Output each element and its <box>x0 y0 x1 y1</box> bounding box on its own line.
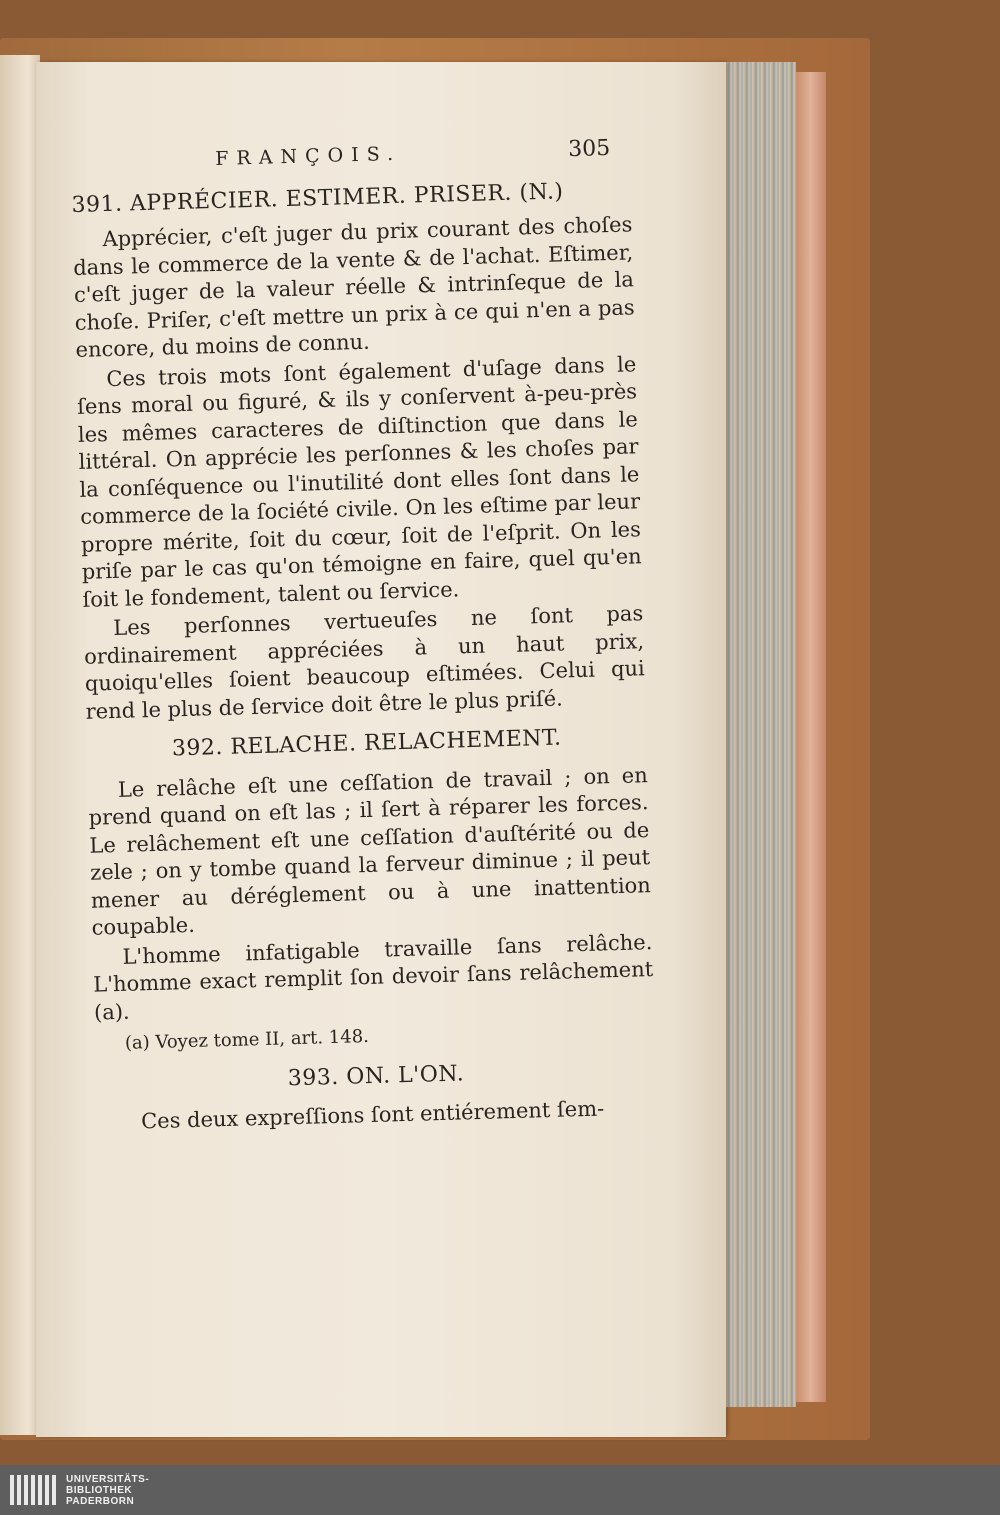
entry-393-heading: 393. ON. L'ON. <box>287 1060 465 1091</box>
library-name-line-1: UNIVERSITÄTS- <box>66 1473 150 1485</box>
page-text <box>70 134 657 1137</box>
entry-393-first-line: Ces deux expreſſions ſont entiérement ſem- <box>140 1096 605 1134</box>
entry-392-paragraph-2: L'homme infatigable travaille ſans relâche. L'homme exact remplit ſon devoir ſans relâchement (a). <box>92 929 654 1025</box>
library-name <box>66 1474 149 1507</box>
entry-392-paragraph-1: Le relâche eſt une ceſſation de travail ; on en prend quand on eſt las ; il ſert à réparer les forces. Le relâchement eſt une ceſſation d'auſtérité ou de zele ; on y tombe quand la ferveur diminue ; il peut mener au déréglement ou à une inattention coupable. <box>88 762 652 940</box>
entry-391-paragraph-3: Les perſonnes vertueuſes ne ſont pas ordinairement appréciées à un haut prix, quoiqu'elles ſoient beaucoup eſtimées. Celui qui rend le plus de ſervice doit être le plus priſé. <box>83 601 646 724</box>
page-block-edges-outer <box>796 72 826 1402</box>
library-name-line-2: BIBLIOTHEK <box>66 1484 133 1496</box>
library-logo-icon <box>10 1475 56 1505</box>
page-block-edges <box>726 62 796 1407</box>
footnote: (a) Voyez tome II, art. 148. <box>124 1026 370 1054</box>
running-head-title: FRANÇOIS. <box>214 142 402 170</box>
page-number: 305 <box>567 135 611 163</box>
library-name-line-3: PADERBORN <box>66 1495 135 1507</box>
library-footer <box>0 1465 1000 1515</box>
entry-392-heading: 392. RELACHE. RELACHEMENT. <box>171 725 562 762</box>
entry-391-paragraph-2: Ces trois mots ſont également d'uſage dans le ſens moral ou figuré, & ils y conſervent à-peu-près les mêmes caracteres de diſtinction que dans le littéral. On apprécie les perſonnes & les choſes par la conſéquence ou l'inutilité dont elles ſont dans le commerce de la ſociété civile. On les eſtime par leur propre mérite, ſoit du cœur, ſoit de l'eſprit. On les priſe par le cas qu'on témoigne en faire, quel qu'en ſoit le fondement, talent ou ſervice. <box>76 351 642 612</box>
entry-391-paragraph-1: Apprécier, c'eſt juger du prix courant des choſes dans le commerce de la vente & de l'achat. Eſtimer, c'eſt juger de la valeur réelle & intrinſeque de la choſe. Priſer, c'eſt mettre un prix à ce qui n'en a pas encore, du moins de connu. <box>72 212 635 362</box>
entry-391-heading: 391. APPRÉCIER. ESTIMER. PRISER. (N.) <box>71 178 564 218</box>
left-page-edge <box>0 55 40 1435</box>
